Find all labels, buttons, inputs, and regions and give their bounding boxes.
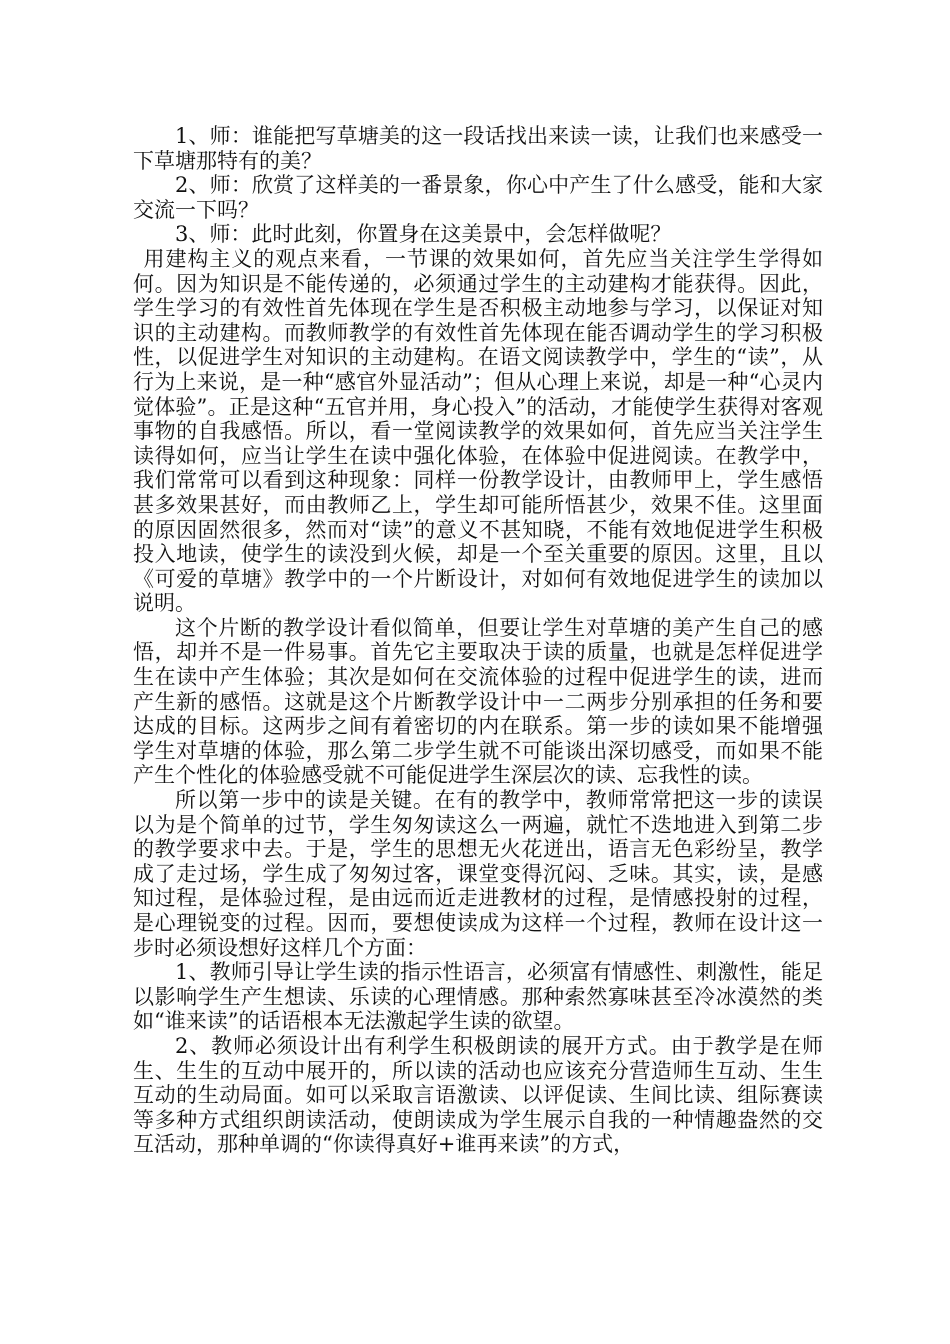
paragraph-question-1: 1、师：谁能把写草塘美的这一段话找出来读一读，让我们也来感受一下草塘那特有的美？ (133, 124, 823, 173)
paragraph-question-3: 3、师：此时此刻，你置身在这美景中，会怎样做呢？ (175, 222, 672, 247)
paragraph-question-2: 2、师：欣赏了这样美的一番景象，你心中产生了什么感受，能和大家交流一下吗？ (133, 173, 823, 222)
paragraph-point-1: 1、教师引导让学生读的指示性语言，必须富有情感性、刺激性，能足以影响学生产生想读、乐读的心理情感。那种索然寡味甚至冷冰漠然的类如“谁来读”的话语根本无法激起学生读的欲望。 (133, 960, 823, 1034)
document-body (133, 124, 823, 1157)
paragraph-first-step: 所以第一步中的读是关键。在有的教学中，教师常常把这一步的读误以为是个简单的过节，学生匆匆读这么一两遍，就忙不迭地进入到第二步的教学要求中去。于是，学生的思想无火花迸出，语言无色彩纷呈，教学成了走过场，学生成了匆匆过客，课堂变得沉闷、乏味。其实，读，是感知过程，是体验过程，是由远而近走进教材的过程，是情感投射的过程，是心理锐变的过程。因而，要想使读成为这样一个过程，教师在设计这一步时必须设想好这样几个方面： (133, 788, 823, 960)
paragraph-design-analysis: 这个片断的教学设计看似简单，但要让学生对草塘的美产生自己的感悟，却并不是一件易事。首先它主要取决于读的质量，也就是怎样促进学生在读中产生体验；其次是如何在交流体验的过程中促进学生的读，进而产生新的感悟。这就是这个片断教学设计中一二两步分别承担的任务和要达成的目标。这两步之间有着密切的内在联系。第一步的读如果不能增强学生对草塘的体验，那么第二步学生就不可能谈出深切感受，而如果不能产生个性化的体验感受就不可能促进学生深层次的读、忘我性的读。 (133, 615, 823, 788)
paragraph-constructivism: 用建构主义的观点来看，一节课的效果如何，首先应当关注学生学得如何。因为知识是不能传递的，必须通过学生的主动建构才能获得。因此，学生学习的有效性首先体现在学生是否积极主动地参与学习，以保证对知识的主动建构。而教师教学的有效性首先体现在能否调动学生的学习积极性，以促进学生对知识的主动建构。在语文阅读教学中，学生的“读”，从行为上来说，是一种“感官外显活动”；但从心理上来说，却是一种“心灵内觉体验”。正是这种“五官并用，身心投入”的活动，才能使学生获得对客观事物的自我感悟。所以，看一堂阅读教学的效果如何，首先应当关注学生读得如何，应当让学生在读中强化体验，在体验中促进阅读。在教学中，我们常常可以看到这种现象：同样一份教学设计，由教师甲上，学生感悟甚多效果甚好，而由教师乙上，学生却可能所悟甚少，效果不佳。这里面的原因固然很多，然而对“读”的意义不甚知晓，不能有效地促进学生积极投入地读，使学生的读没到火候，却是一个至关重要的原因。这里，且以《可爱的草塘》教学中的一个片断设计，对如何有效地促进学生的读加以说明。 (133, 246, 823, 616)
paragraph-point-2: 2、教师必须设计出有利学生积极朗读的展开方式。由于教学是在师生、生生的互动中展开的，所以读的活动也应该充分营造师生互动、生生互动的生动局面。如可以采取言语激读、以评促读、生间比读、组际赛读等多种方式组织朗读活动，使朗读成为学生展示自我的一种情趣盎然的交互活动，那种单调的“你读得真好+谁再来读”的方式， (133, 1033, 823, 1157)
